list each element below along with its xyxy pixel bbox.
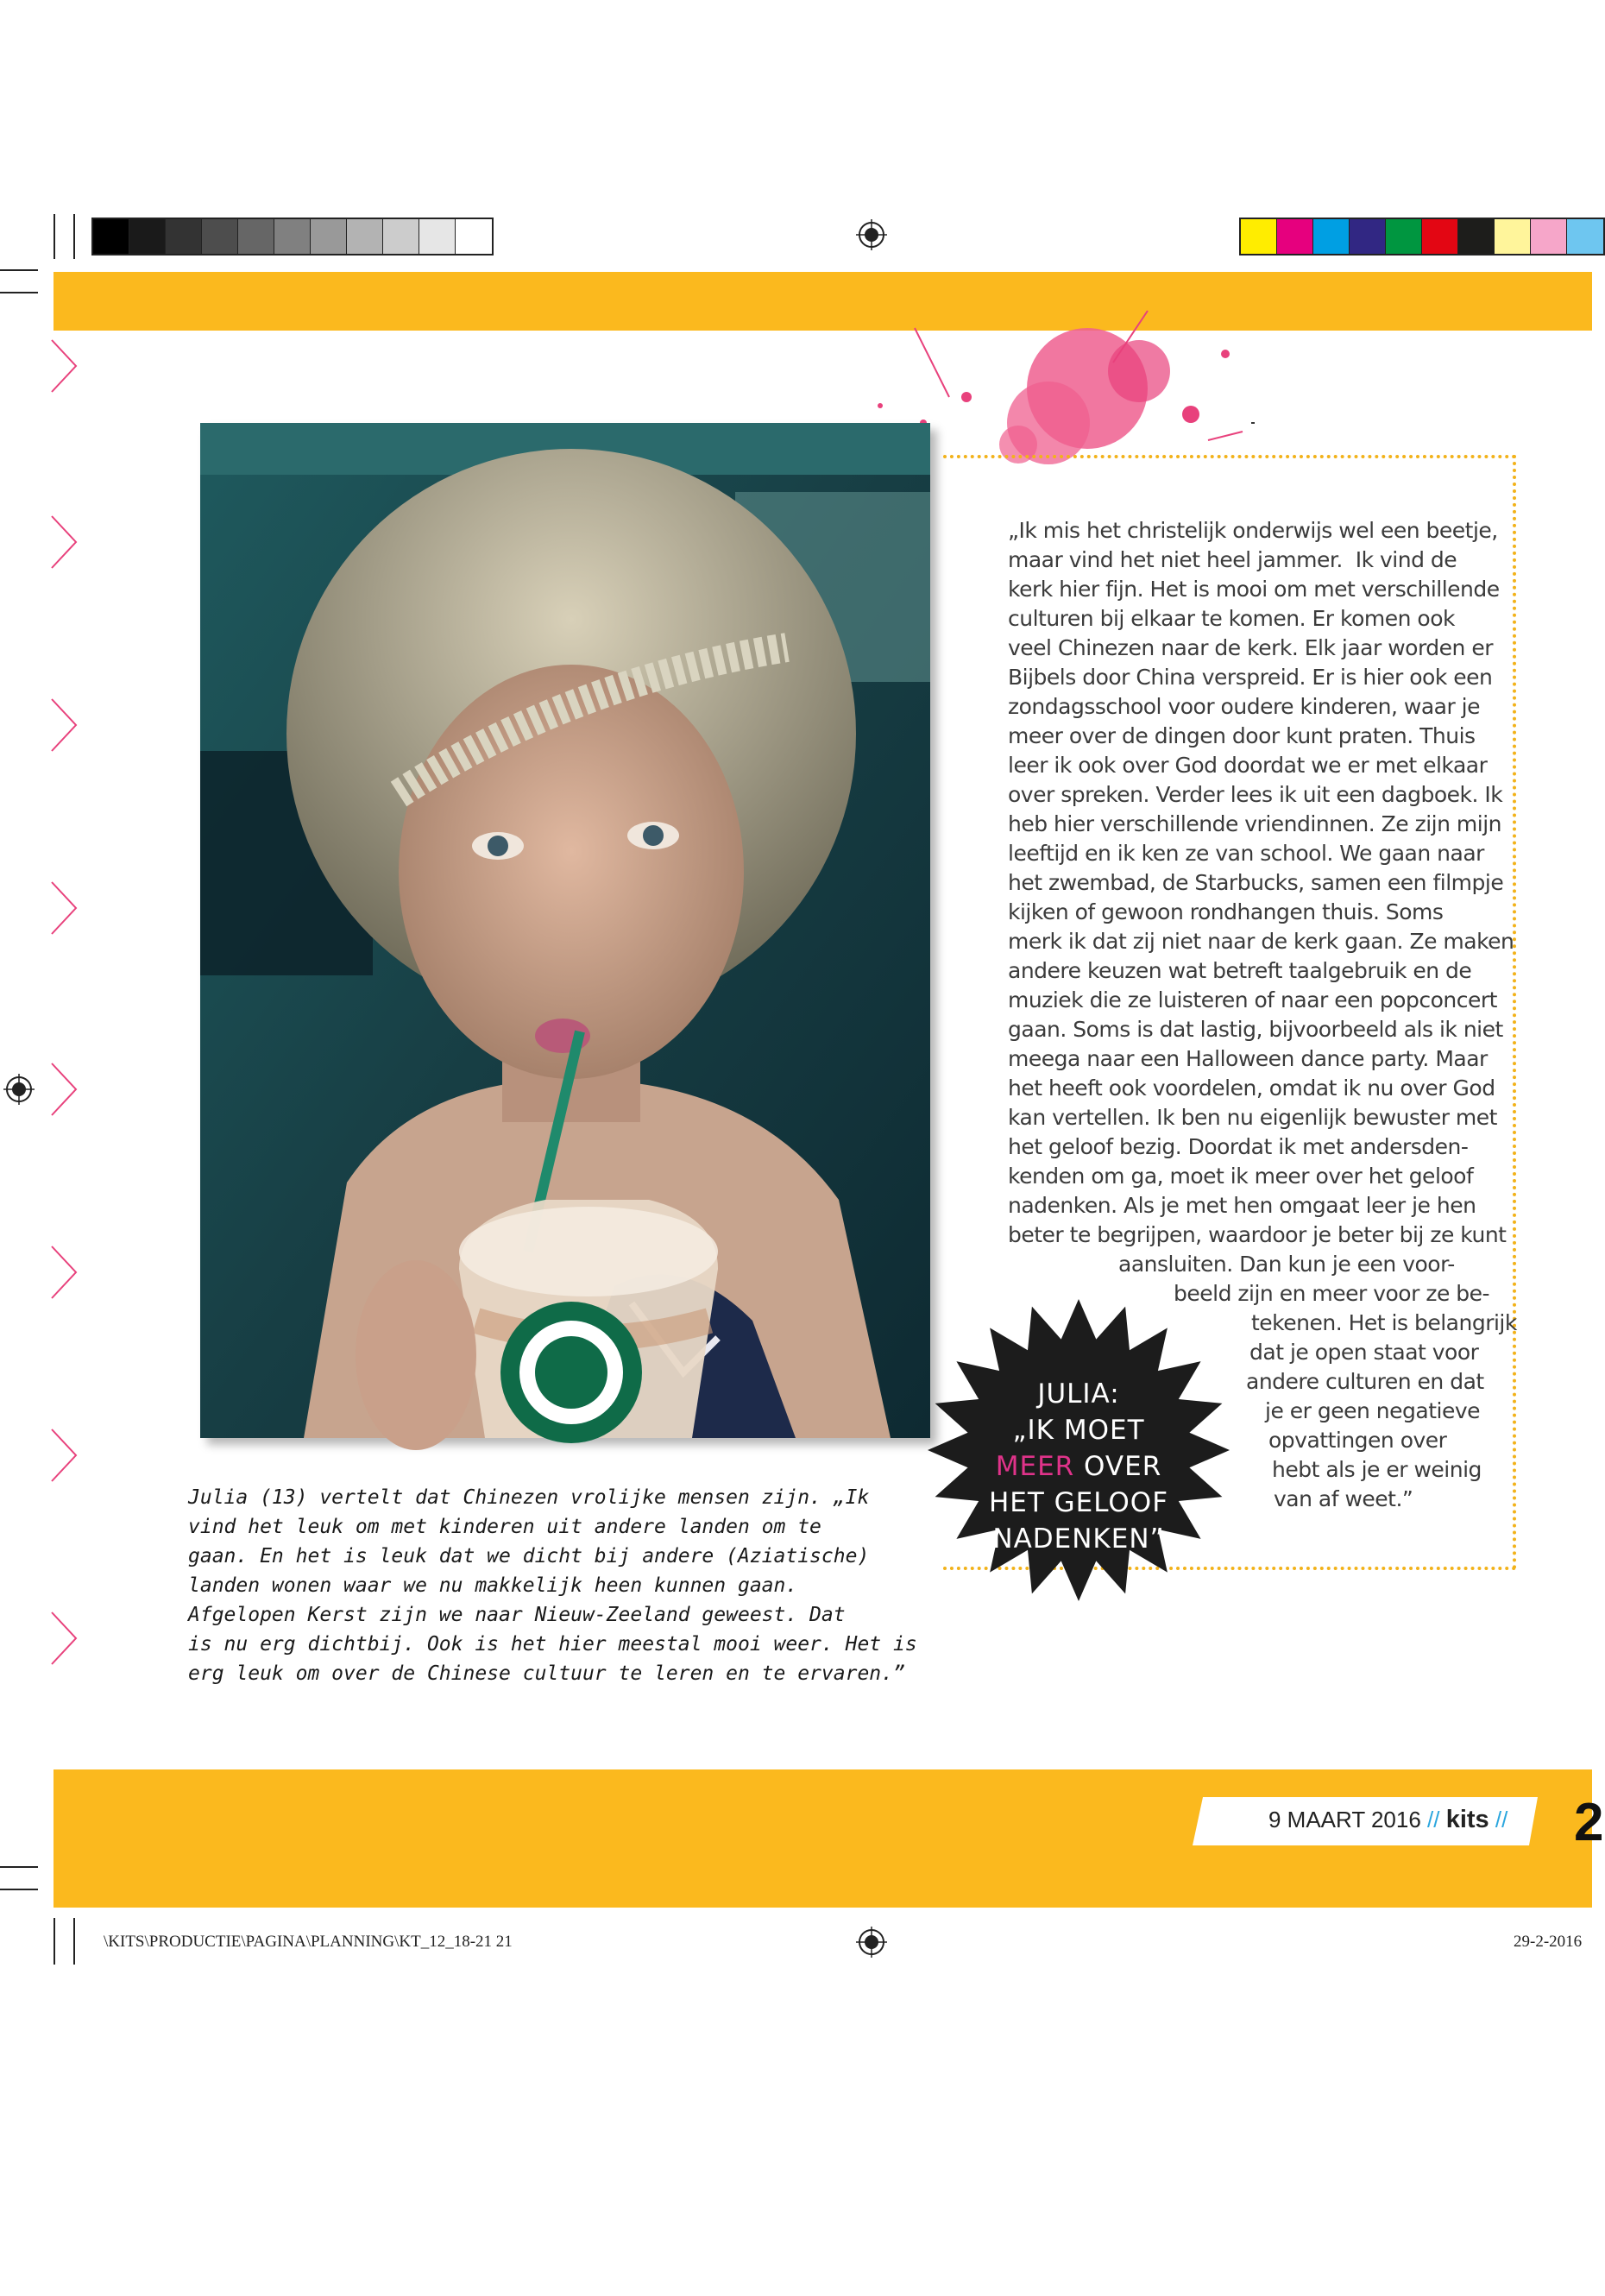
quote-line: het heeft ook voordelen, omdat ik nu over God bbox=[1008, 1075, 1495, 1101]
quote-line: over spreken. Verder lees ik uit een dagboek. Ik bbox=[1008, 782, 1503, 807]
quote-line: aansluiten. Dan kun je een voor- bbox=[1118, 1252, 1455, 1277]
color-swatch bbox=[274, 219, 311, 254]
color-swatch bbox=[93, 219, 129, 254]
color-swatch bbox=[311, 219, 347, 254]
color-swatch bbox=[1458, 219, 1495, 254]
starburst-highlight: MEER bbox=[995, 1451, 1075, 1482]
chevron-mark-icon bbox=[50, 1428, 79, 1483]
quote-line: meer over de dingen door kunt praten. Thuis bbox=[1008, 723, 1476, 748]
page-number: 2 bbox=[1574, 1793, 1604, 1852]
quote-line: leeftijd en ik ken ze van school. We gaan naar bbox=[1008, 841, 1484, 866]
quote-line: je er geen negatieve bbox=[1265, 1398, 1481, 1423]
quote-line: muziek die ze luisteren of naar een popconcert bbox=[1008, 987, 1497, 1012]
quote-line: zondagsschool voor oudere kinderen, waar je bbox=[1008, 694, 1481, 719]
starburst-line: NADENKEN” bbox=[992, 1523, 1165, 1555]
crop-mark bbox=[0, 292, 38, 293]
chevron-mark-icon bbox=[50, 697, 79, 753]
starburst-line-rest: OVER bbox=[1074, 1451, 1162, 1482]
quote-line: heb hier verschillende vriendinnen. Ze zijn mijn bbox=[1008, 811, 1501, 836]
quote-line: meega naar een Halloween dance party. Maar bbox=[1008, 1046, 1488, 1071]
chevron-mark-icon bbox=[50, 1611, 79, 1666]
starburst-line: JULIA: bbox=[1037, 1378, 1120, 1410]
separator: // bbox=[1489, 1807, 1508, 1832]
crop-mark bbox=[0, 269, 38, 271]
quote-line: tekenen. Het is belangrijk bbox=[1251, 1310, 1517, 1335]
caption-line: erg leuk om over de Chinese cultuur te leren en te ervaren.” bbox=[188, 1662, 905, 1685]
quote-line: „Ik mis het christelijk onderwijs wel een beetje, bbox=[1008, 518, 1498, 543]
crop-mark bbox=[0, 1889, 38, 1890]
crop-mark bbox=[73, 214, 75, 259]
color-swatch bbox=[202, 219, 238, 254]
color-swatch bbox=[1277, 219, 1313, 254]
color-swatch bbox=[1350, 219, 1386, 254]
quote-line: beeld zijn en meer voor ze be- bbox=[1174, 1281, 1490, 1306]
quote-line: beter te begrijpen, waardoor je beter bij ze kunt bbox=[1008, 1222, 1507, 1247]
footer-dateline bbox=[1268, 1806, 1507, 1834]
quote-line: kenden om ga, moet ik meer over het geloof bbox=[1008, 1164, 1474, 1189]
chevron-mark-icon bbox=[50, 338, 79, 394]
quote-line: nadenken. Als je met hen omgaat leer je hen bbox=[1008, 1193, 1476, 1218]
registration-mark-icon bbox=[856, 1927, 887, 1958]
starburst-line: „IK MOET bbox=[1012, 1415, 1145, 1446]
issue-date: 9 MAART 2016 bbox=[1268, 1807, 1421, 1832]
quote-line: andere keuzen wat betreft taalgebruik en de bbox=[1008, 958, 1472, 983]
color-swatch bbox=[347, 219, 383, 254]
caption-line: is nu erg dichtbij. Ook is het hier meestal mooi weer. Het is bbox=[188, 1633, 917, 1656]
chevron-mark-icon bbox=[50, 1062, 79, 1117]
quote-line: het zwembad, de Starbucks, samen een filmpje bbox=[1008, 870, 1504, 895]
registration-mark-icon bbox=[856, 219, 887, 250]
color-swatch bbox=[129, 219, 166, 254]
quote-line: gaan. Soms is dat lastig, bijvoorbeeld als ik niet bbox=[1008, 1017, 1503, 1042]
quote-line: opvattingen over bbox=[1268, 1428, 1447, 1453]
color-swatch bbox=[1531, 219, 1567, 254]
crop-mark bbox=[73, 1918, 75, 1965]
quote-line: kerk hier fijn. Het is mooi om met verschillende bbox=[1008, 577, 1500, 602]
color-swatch bbox=[1386, 219, 1422, 254]
file-path-slug: \KITS\PRODUCTIE\PAGINA\PLANNING\KT_12_18-21 21 bbox=[104, 1933, 513, 1951]
quote-line: veel Chinezen naar de kerk. Elk jaar worden er bbox=[1008, 635, 1493, 660]
quote-line: het geloof bezig. Doordat ik met andersden- bbox=[1008, 1134, 1469, 1159]
quote-line: Bijbels door China verspreid. Er is hier ook een bbox=[1008, 665, 1493, 690]
print-date-slug: 29-2-2016 bbox=[1514, 1933, 1583, 1951]
color-swatch bbox=[1567, 219, 1603, 254]
caption-line: landen wonen waar we nu makkelijk heen kunnen gaan. bbox=[188, 1574, 798, 1597]
quote-line: van af weet.” bbox=[1274, 1486, 1413, 1511]
color-bar bbox=[1239, 218, 1605, 255]
starburst-quote bbox=[923, 1376, 1234, 1557]
magazine-brand: kits bbox=[1445, 1806, 1489, 1833]
color-swatch bbox=[456, 219, 492, 254]
color-swatch bbox=[419, 219, 456, 254]
color-swatch bbox=[383, 219, 419, 254]
quote-line: kan vertellen. Ik ben nu eigenlijk bewuster met bbox=[1008, 1105, 1497, 1130]
quote-line: merk ik dat zij niet naar de kerk gaan. Ze maken bbox=[1008, 929, 1514, 954]
separator: // bbox=[1420, 1807, 1446, 1832]
starburst-line bbox=[923, 1448, 1234, 1485]
quote-line: dat je open staat voor bbox=[1249, 1340, 1479, 1365]
caption-line: gaan. En het is leuk dat we dicht bij andere (Aziatische) bbox=[188, 1545, 870, 1567]
color-swatch bbox=[1422, 219, 1458, 254]
color-swatch bbox=[238, 219, 274, 254]
color-swatch bbox=[1241, 219, 1277, 254]
chevron-mark-icon bbox=[50, 1245, 79, 1300]
photo-girl-with-starbucks-drink bbox=[200, 423, 930, 1438]
quote-line: culturen bij elkaar te komen. Er komen ook bbox=[1008, 606, 1456, 631]
quote-line: leer ik ook over God doordat we er met elkaar bbox=[1008, 753, 1488, 778]
color-swatch bbox=[166, 219, 202, 254]
quote-line: hebt als je er weinig bbox=[1272, 1457, 1482, 1482]
crop-mark bbox=[54, 1918, 55, 1965]
starburst-line: HET GELOOF bbox=[988, 1487, 1169, 1518]
caption-line: Julia (13) vertelt dat Chinezen vrolijke mensen zijn. „Ik bbox=[188, 1486, 870, 1509]
caption-line: Afgelopen Kerst zijn we naar Nieuw-Zeeland geweest. Dat bbox=[188, 1604, 846, 1626]
registration-mark-icon bbox=[3, 1074, 35, 1105]
chevron-mark-icon bbox=[50, 880, 79, 936]
color-swatch bbox=[1495, 219, 1531, 254]
quote-line: andere culturen en dat bbox=[1246, 1369, 1484, 1394]
chevron-mark-icon bbox=[50, 514, 79, 570]
color-swatch bbox=[1313, 219, 1350, 254]
quote-line: kijken of gewoon rondhangen thuis. Soms bbox=[1008, 899, 1444, 924]
quote-line: maar vind het niet heel jammer. Ik vind de bbox=[1008, 547, 1457, 572]
crop-mark bbox=[0, 1866, 38, 1868]
crop-mark bbox=[54, 214, 55, 259]
photo-caption bbox=[188, 1483, 917, 1688]
caption-line: vind het leuk om met kinderen uit andere landen om te bbox=[188, 1516, 821, 1538]
grayscale-bar bbox=[91, 218, 494, 255]
